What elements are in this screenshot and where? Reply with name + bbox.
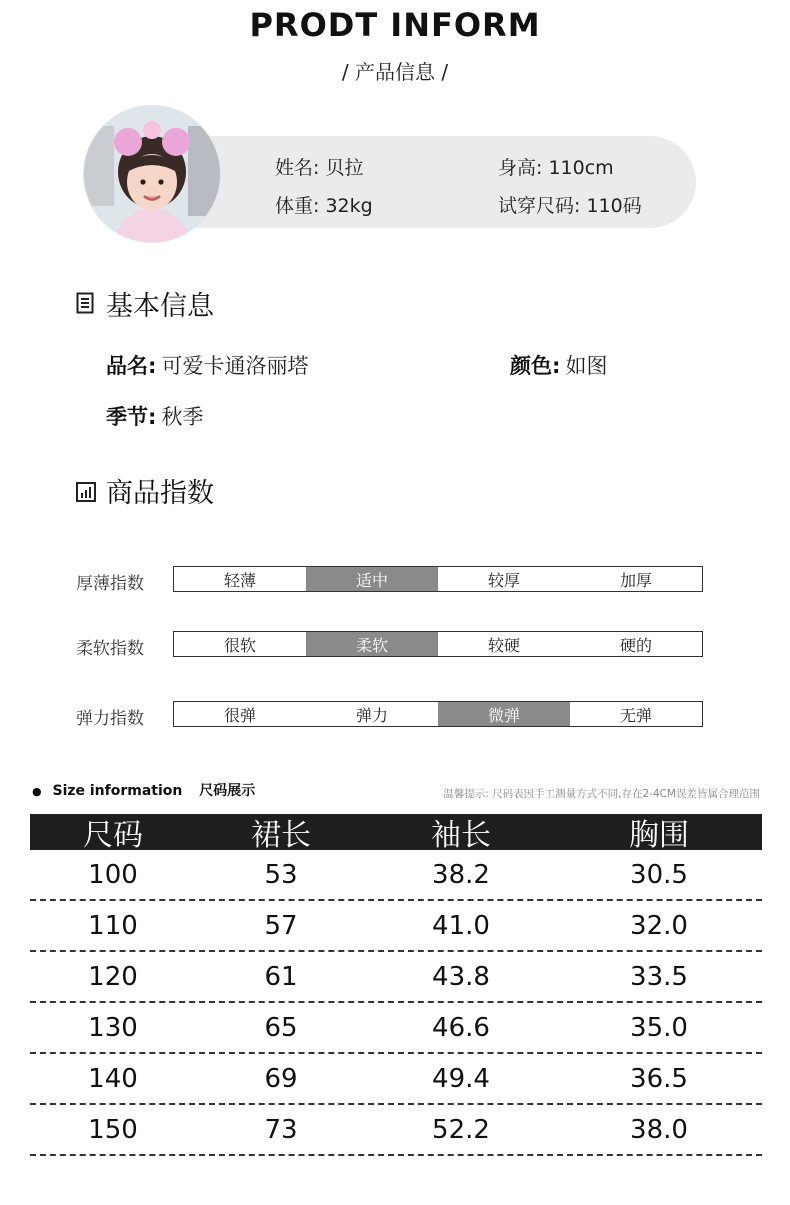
header-size: 尺码 xyxy=(83,818,143,853)
season-value: 秋季 xyxy=(161,405,204,429)
model-height: 身高: 110cm xyxy=(498,157,614,179)
elasticity-option: 无弹 xyxy=(619,705,652,725)
model-weight: 体重: 32kg xyxy=(275,195,373,217)
cell-size: 100 xyxy=(88,859,138,890)
elasticity-scale xyxy=(173,701,703,727)
page-subtitle: / 产品信息 / xyxy=(341,60,449,84)
cell-chest: 38.0 xyxy=(630,1114,688,1145)
elasticity-label: 弹力指数 xyxy=(76,709,144,729)
season-row xyxy=(106,401,204,431)
cell-sleeve-length: 46.6 xyxy=(432,1012,490,1043)
cell-size: 120 xyxy=(88,961,138,992)
cell-sleeve-length: 52.2 xyxy=(432,1114,490,1145)
thickness-option-selected: 适中 xyxy=(306,567,438,591)
softness-label: 柔软指数 xyxy=(76,639,144,659)
cell-chest: 36.5 xyxy=(630,1063,688,1094)
color-value: 如图 xyxy=(565,354,608,378)
cell-skirt-length: 65 xyxy=(264,1012,298,1043)
size-info-en: Size information xyxy=(52,783,183,799)
size-info-cn: 尺码展示 xyxy=(199,783,256,799)
product-name-value: 可爱卡通洛丽塔 xyxy=(161,354,309,378)
color-key: 颜色: xyxy=(510,354,561,378)
cell-sleeve-length: 49.4 xyxy=(432,1063,490,1094)
thickness-label: 厚薄指数 xyxy=(76,574,144,594)
thickness-option: 较厚 xyxy=(487,570,520,590)
cell-sleeve-length: 41.0 xyxy=(432,910,490,941)
bullet-icon: ● xyxy=(32,785,42,798)
thickness-option: 加厚 xyxy=(619,570,652,590)
cell-size: 110 xyxy=(88,910,138,941)
season-key: 季节: xyxy=(106,405,157,429)
table-row xyxy=(30,901,762,952)
table-row xyxy=(30,850,762,901)
elasticity-option: 弹力 xyxy=(355,705,388,725)
cell-skirt-length: 57 xyxy=(264,910,298,941)
cell-chest: 35.0 xyxy=(630,1012,688,1043)
table-row xyxy=(30,1054,762,1105)
size-info-label xyxy=(32,780,255,800)
color-row xyxy=(510,350,608,380)
cell-size: 150 xyxy=(88,1114,138,1145)
cell-skirt-length: 61 xyxy=(264,961,298,992)
elasticity-option-selected: 微弹 xyxy=(438,702,570,726)
table-row xyxy=(30,1003,762,1054)
softness-option-selected: 柔软 xyxy=(306,632,438,656)
basic-info-heading: 基本信息 xyxy=(106,291,214,322)
header-sleeve-length: 袖长 xyxy=(431,818,491,853)
header-chest: 胸围 xyxy=(629,818,689,853)
table-row xyxy=(30,1105,762,1156)
thickness-scale xyxy=(173,566,703,592)
model-photo-illustration xyxy=(84,106,220,242)
bar-chart-icon xyxy=(76,482,96,506)
model-avatar xyxy=(84,106,220,242)
cell-chest: 32.0 xyxy=(630,910,688,941)
softness-option: 较硬 xyxy=(487,635,520,655)
cell-sleeve-length: 43.8 xyxy=(432,961,490,992)
document-icon xyxy=(76,292,94,318)
model-name: 姓名: 贝拉 xyxy=(275,157,364,179)
softness-option: 很软 xyxy=(223,635,256,655)
cell-skirt-length: 69 xyxy=(264,1063,298,1094)
page-title: PRODT INFORM xyxy=(249,6,541,44)
cell-skirt-length: 53 xyxy=(264,859,298,890)
thickness-option: 轻薄 xyxy=(223,570,256,590)
cell-sleeve-length: 38.2 xyxy=(432,859,490,890)
header-skirt-length: 裙长 xyxy=(251,818,311,853)
table-row xyxy=(30,952,762,1003)
product-name-row xyxy=(106,350,309,380)
model-try-size: 试穿尺码: 110码 xyxy=(498,195,642,217)
softness-option: 硬的 xyxy=(619,635,652,655)
cell-chest: 33.5 xyxy=(630,961,688,992)
cell-size: 130 xyxy=(88,1012,138,1043)
product-name-key: 品名: xyxy=(106,354,157,378)
softness-scale xyxy=(173,631,703,657)
elasticity-option: 很弹 xyxy=(223,705,256,725)
cell-chest: 30.5 xyxy=(630,859,688,890)
size-tip: 温馨提示: 尺码表因手工测量方式不同,存在2-4CM误差皆属合理范围 xyxy=(443,788,760,800)
cell-size: 140 xyxy=(88,1063,138,1094)
product-index-heading: 商品指数 xyxy=(106,478,214,509)
cell-skirt-length: 73 xyxy=(264,1114,298,1145)
size-table-header xyxy=(30,814,762,853)
